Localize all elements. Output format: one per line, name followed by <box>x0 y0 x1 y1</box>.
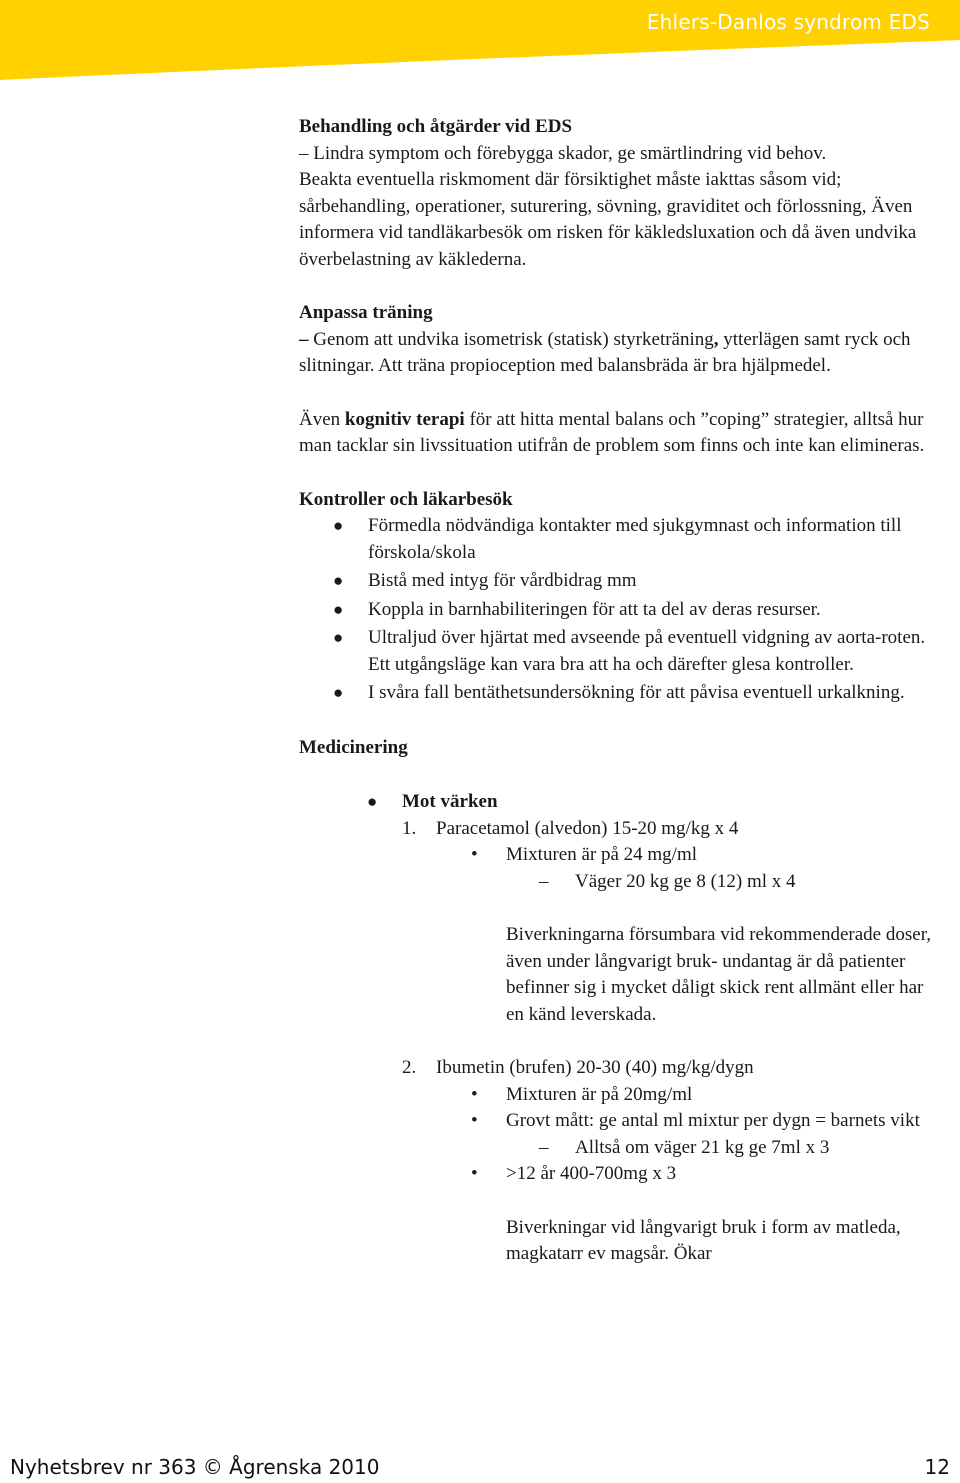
kognitiv-post: för att hitta mental balans och ”coping” strategier, alltså hur man tacklar sin livssituation utifrån de problem som finns och inte kan elimineras. <box>299 408 925 456</box>
medicinering-sub-text: Mot värken <box>402 791 498 812</box>
traning-comma: , <box>713 328 719 350</box>
list-item <box>299 597 939 624</box>
drug-1-note: Biverkningarna försumbara vid rekommenderade doser, även under långvarigt bruk- undantag är då patienter befinner sig i mycket dåligt skick rent allmänt eller har en känd leverskada. <box>506 924 932 1025</box>
kognitiv-pre: Även <box>299 408 345 430</box>
bullet-icon: ● <box>333 516 344 535</box>
bullet-icon: ● <box>333 571 344 590</box>
list-item-text: I svåra fall bentäthetsundersökning för att påvisa eventuell urkalkning. <box>368 682 905 703</box>
drug-1-name: Paracetamol (alvedon) 15-20 mg/kg x 4 <box>436 817 739 839</box>
bullet-icon: • <box>471 1110 478 1131</box>
list-item-text: Bistå med intyg för vårdbidrag mm <box>368 570 637 591</box>
list-item <box>299 680 939 707</box>
drug-1 <box>299 816 939 843</box>
section-heading-behandling: Behandling och åtgärder vid EDS <box>299 116 573 137</box>
drug-2-dash-text: Alltså om väger 21 kg ge 7ml x 3 <box>575 1136 830 1158</box>
drug-2-bullet-3 <box>299 1161 939 1188</box>
drug-2-name: Ibumetin (brufen) 20-30 (40) mg/kg/dygn <box>436 1057 754 1078</box>
section-heading-kontroller: Kontroller och läkarbesök <box>299 488 513 510</box>
page-number: 12 <box>924 1455 950 1479</box>
drug-1-bullet <box>299 842 939 869</box>
drug-2 <box>299 1055 939 1082</box>
section-heading-medicinering: Medicinering <box>299 736 408 758</box>
dash-icon: – <box>539 870 549 892</box>
traning-text-a: Genom att undvika isometrisk (statisk) styrketräning <box>308 328 714 350</box>
list-item-text: Förmedla nödvändiga kontakter med sjukgymnast och information till förskola/skola <box>368 515 902 563</box>
kognitiv-bold: kognitiv terapi <box>344 408 465 430</box>
drug-2-bullet-2-text: Grovt mått: ge antal ml mixtur per dygn = barnets vikt <box>506 1110 920 1131</box>
bullet-icon: ● <box>367 792 378 811</box>
behandling-text: Beakta eventuella riskmoment där försiktighet måste iakttas såsom vid; sårbehandling, operationer, suturering, sövning, graviditet och förlossning, Även informera vid tandläkarbesök om risken för käkledsluxation och då även undvika överbelastning av käklederna. <box>299 169 917 270</box>
drug-2-note: Biverkningar vid långvarigt bruk i form av matleda, magkatarr ev magsår. Ökar <box>506 1216 901 1264</box>
drug-1-dash-text: Väger 20 kg ge 8 (12) ml x 4 <box>575 870 796 892</box>
medicinering-subheading <box>299 789 939 816</box>
kontroller-list <box>299 513 939 707</box>
drug-1-number: 1. <box>402 817 417 839</box>
drug-1-dash-item <box>299 869 939 896</box>
kognitiv-text <box>299 407 939 460</box>
drug-2-number: 2. <box>402 1057 417 1078</box>
drug-1-bullet-text: Mixturen är på 24 mg/ml <box>506 844 698 865</box>
footer-text: Nyhetsbrev nr 363 © Ågrenska 2010 <box>10 1455 380 1479</box>
list-item <box>299 625 939 678</box>
drug-2-bullet-2 <box>299 1108 939 1135</box>
bullet-icon: ● <box>333 628 344 647</box>
traning-dash: – <box>299 328 309 350</box>
drug-2-bullet-1 <box>299 1082 939 1109</box>
traning-text <box>299 327 939 380</box>
page-content <box>299 114 939 1268</box>
list-item <box>299 568 939 595</box>
list-item-text: Koppla in barnhabiliteringen för att ta del av deras resurser. <box>368 598 821 620</box>
drug-2-bullet-3-text: >12 år 400-700mg x 3 <box>506 1163 677 1184</box>
bullet-icon: • <box>471 1163 478 1184</box>
behandling-line: – Lindra symptom och förebygga skador, ge smärtlindring vid behov. <box>299 142 827 164</box>
list-item-text: Ultraljud över hjärtat med avseende på eventuell vidgning av aorta-roten. Ett utgångsläge kan vara bra att ha och därefter glesa kontroller. <box>368 627 926 675</box>
header-title: Ehlers-Danlos syndrom EDS <box>646 10 930 34</box>
drug-2-dash-item <box>299 1135 939 1162</box>
list-item <box>299 513 939 566</box>
drug-2-bullet-1-text: Mixturen är på 20mg/ml <box>506 1083 693 1105</box>
bullet-icon: ● <box>333 683 344 702</box>
bullet-icon: • <box>471 844 478 865</box>
bullet-icon: ● <box>333 599 344 619</box>
traning-text-b: ytterlägen samt ryck och slitningar. Att träna propioception med balansbräda är bra hjälpmedel. <box>299 328 911 376</box>
dash-icon: – <box>539 1136 549 1158</box>
section-heading-traning: Anpassa träning <box>299 302 433 323</box>
bullet-icon: • <box>471 1083 478 1105</box>
